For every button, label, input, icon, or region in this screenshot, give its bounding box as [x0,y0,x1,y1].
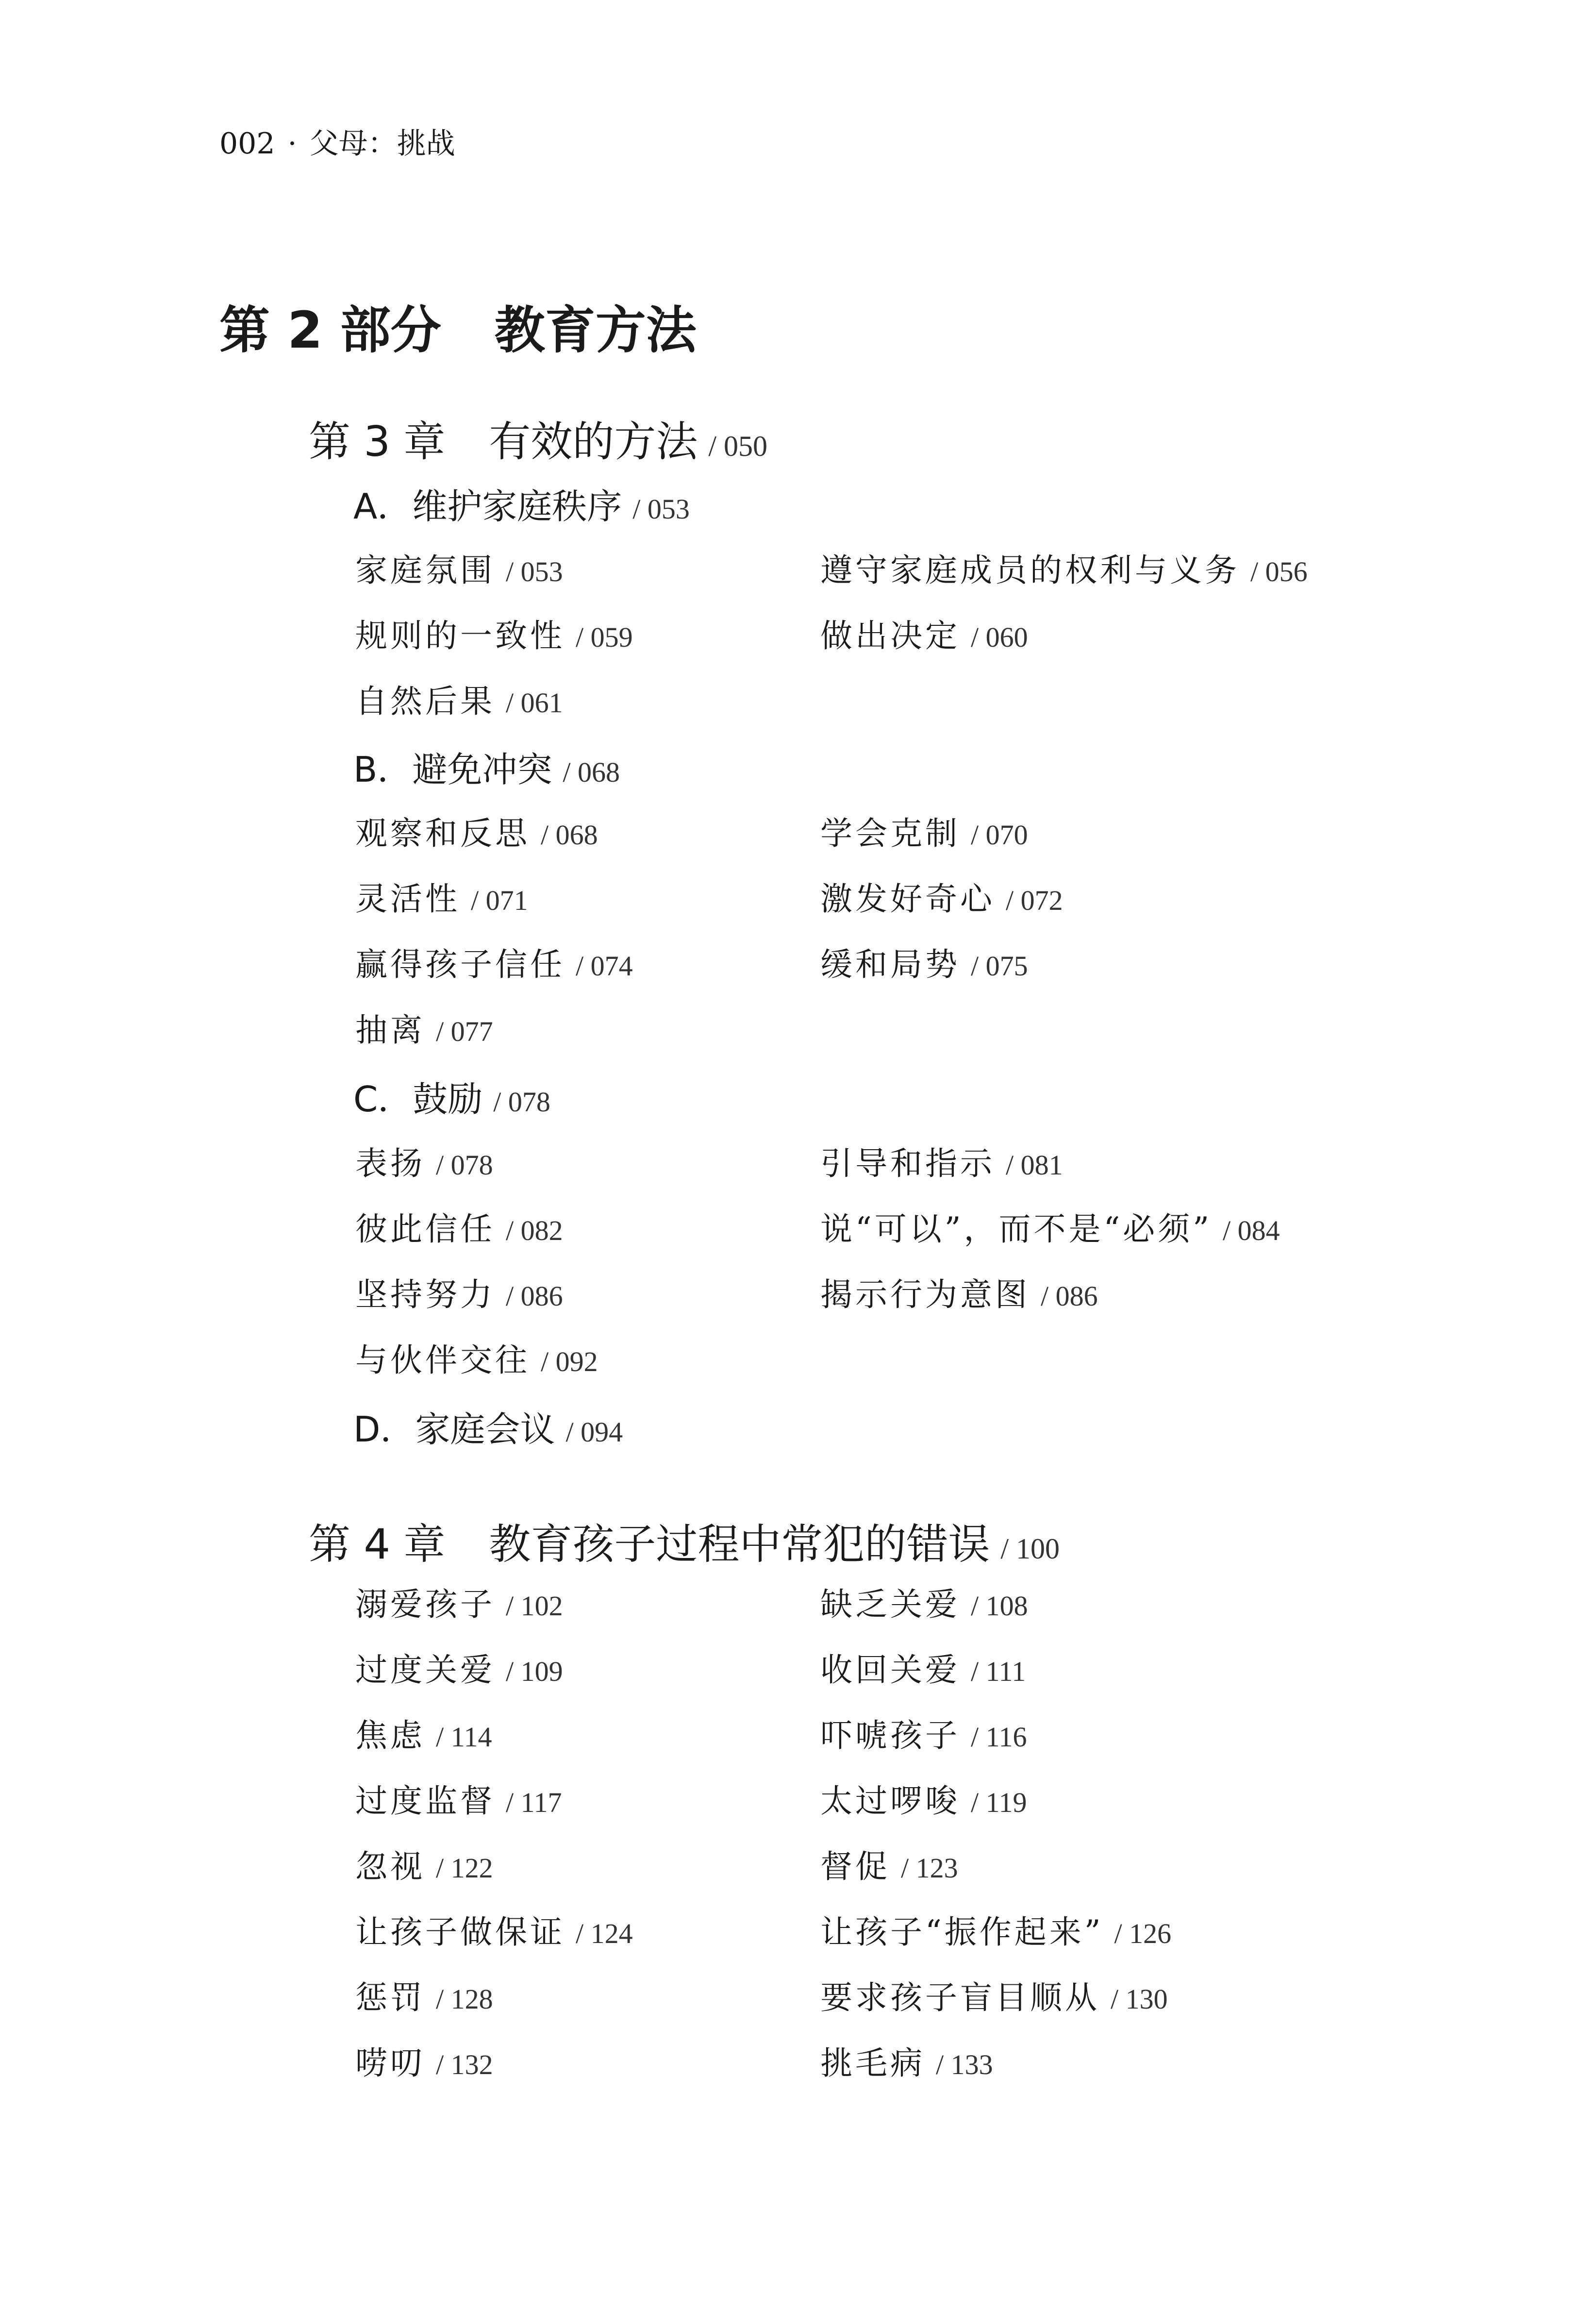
chapter-title: 有效的方法 [489,418,698,466]
entry-title: 缺乏关爱 [820,1586,960,1623]
entry-page: / 086 [1041,1280,1098,1312]
section-title: C．鼓励 [353,1079,483,1120]
entry-title: 收回关爱 [820,1651,960,1689]
chapter-page: / 050 [708,430,768,462]
toc-entry [820,877,1063,922]
toc-entry [355,1714,492,1759]
entry-title: 过度关爱 [355,1651,495,1689]
toc-entry [355,1779,562,1825]
entry-page: / 102 [506,1590,563,1622]
entry-page: / 075 [971,950,1028,982]
entry-title: 激发好奇心 [820,880,995,918]
toc-entry [355,1976,493,2021]
toc-entry [355,1207,563,1253]
toc-entry [820,1779,1027,1825]
entry-title: 让孩子做保证 [355,1913,565,1951]
part-heading [219,296,697,364]
toc-entry [820,1273,1098,1318]
running-header [219,124,455,163]
entry-page: / 124 [576,1918,633,1949]
section-page: / 053 [632,493,690,525]
entry-title: 做出决定 [820,617,960,654]
entry-page: / 117 [506,1787,562,1818]
entry-title: 赢得孩子信任 [355,946,565,983]
entry-title: 引导和指示 [820,1145,995,1182]
entry-title: 遵守家庭成员的权利与义务 [820,552,1240,589]
entry-title: 唠叨 [355,2044,425,2082]
entry-page: / 082 [506,1215,563,1246]
section-d-heading [353,1406,623,1456]
chapter-page: / 100 [1000,1533,1060,1565]
entry-page: / 130 [1111,1983,1168,2015]
header-separator: · [287,127,297,161]
toc-entry [355,812,598,857]
section-c-heading [353,1076,550,1125]
toc-entry [820,2042,993,2087]
entry-title: 缓和局势 [820,946,960,983]
entry-page: / 060 [971,621,1028,653]
entry-title: 吓唬孩子 [820,1717,960,1754]
toc-entry [355,1273,563,1318]
toc-entry [820,1583,1028,1628]
chapter-4-heading [309,1518,1060,1575]
book-title: 父母：挑战 [309,127,455,161]
toc-entry [820,1910,1171,1956]
toc-entry [355,1845,493,1890]
toc-entry [355,877,528,922]
entry-page: / 132 [436,2049,493,2080]
toc-entry [820,1142,1063,1187]
section-title: B．避免冲突 [353,749,552,790]
entry-page: / 074 [576,950,633,982]
toc-entry [355,943,633,988]
entry-title: 过度监督 [355,1782,495,1820]
toc-entry [355,1008,493,1054]
entry-title: 与伙伴交往 [355,1341,530,1379]
entry-page: / 114 [436,1721,492,1753]
entry-page: / 070 [971,819,1028,851]
entry-page: / 071 [471,885,528,916]
entry-page: / 084 [1222,1215,1280,1246]
section-title: A．维护家庭秩序 [353,486,622,527]
toc-entry [820,812,1028,857]
entry-page: / 081 [1006,1149,1063,1181]
toc-entry [355,549,563,594]
entry-title: 太过啰唆 [820,1782,960,1820]
entry-title: 焦虑 [355,1717,425,1754]
entry-page: / 056 [1250,556,1308,587]
entry-title: 忽视 [355,1848,425,1885]
toc-entry [355,2042,493,2087]
section-page: / 068 [563,756,620,788]
entry-page: / 111 [971,1656,1026,1687]
chapter-3-heading [309,415,767,473]
entry-title: 彼此信任 [355,1210,495,1248]
toc-entry [355,614,633,659]
entry-title: 说“可以”，而不是“必须” [820,1210,1212,1248]
entry-page: / 123 [901,1852,958,1884]
entry-page: / 072 [1006,885,1063,916]
entry-title: 挑毛病 [820,2044,925,2082]
entry-title: 溺爱孩子 [355,1586,495,1623]
entry-page: / 122 [436,1852,493,1884]
section-page: / 094 [565,1416,623,1448]
entry-page: / 061 [506,687,563,719]
entry-title: 表扬 [355,1145,425,1182]
entry-title: 观察和反思 [355,815,530,852]
entry-page: / 053 [506,556,563,587]
entry-page: / 078 [436,1149,493,1181]
toc-entry [820,614,1028,659]
chapter-label: 第 3 章 [309,418,446,466]
entry-title: 自然后果 [355,683,495,720]
entry-title: 让孩子“振作起来” [820,1913,1104,1951]
entry-page: / 059 [576,621,633,653]
entry-title: 坚持努力 [355,1276,495,1313]
entry-page: / 077 [436,1016,493,1047]
entry-page: / 109 [506,1656,563,1687]
entry-title: 规则的一致性 [355,617,565,654]
entry-page: / 126 [1114,1918,1172,1949]
toc-entry [820,1714,1027,1759]
entry-title: 惩罚 [355,1979,425,2016]
entry-title: 灵活性 [355,880,460,918]
entry-page: / 128 [436,1983,493,2015]
entry-page: / 133 [936,2049,993,2080]
toc-entry [820,1207,1280,1253]
toc-entry [820,943,1028,988]
entry-title: 督促 [820,1848,890,1885]
toc-entry [820,1648,1026,1693]
entry-title: 要求孩子盲目顺从 [820,1979,1100,2016]
toc-entry [355,1648,563,1693]
toc-entry [820,549,1308,594]
toc-entry [355,680,563,725]
toc-entry [355,1910,633,1956]
page-number: 002 [219,127,275,161]
entry-title: 家庭氛围 [355,552,495,589]
section-page: / 078 [493,1086,550,1118]
entry-title: 抽离 [355,1011,425,1049]
entry-page: / 068 [541,819,598,851]
section-b-heading [353,746,620,796]
entry-page: / 108 [971,1590,1028,1622]
toc-entry [355,1142,493,1187]
toc-entry [355,1583,563,1628]
chapter-label: 第 4 章 [309,1520,446,1569]
toc-entry [820,1845,958,1890]
entry-title: 学会克制 [820,815,960,852]
part-label: 第 2 部分 [219,301,441,360]
entry-title: 揭示行为意图 [820,1276,1030,1313]
toc-entry [820,1976,1168,2021]
entry-page: / 116 [971,1721,1027,1753]
chapter-title: 教育孩子过程中常犯的错误 [489,1520,990,1569]
entry-page: / 092 [541,1346,598,1377]
part-title: 教育方法 [494,301,697,360]
entry-page: / 086 [506,1280,563,1312]
entry-page: / 119 [971,1787,1027,1818]
section-a-heading [353,483,690,533]
section-title: D．家庭会议 [353,1409,555,1450]
toc-entry [355,1339,598,1384]
